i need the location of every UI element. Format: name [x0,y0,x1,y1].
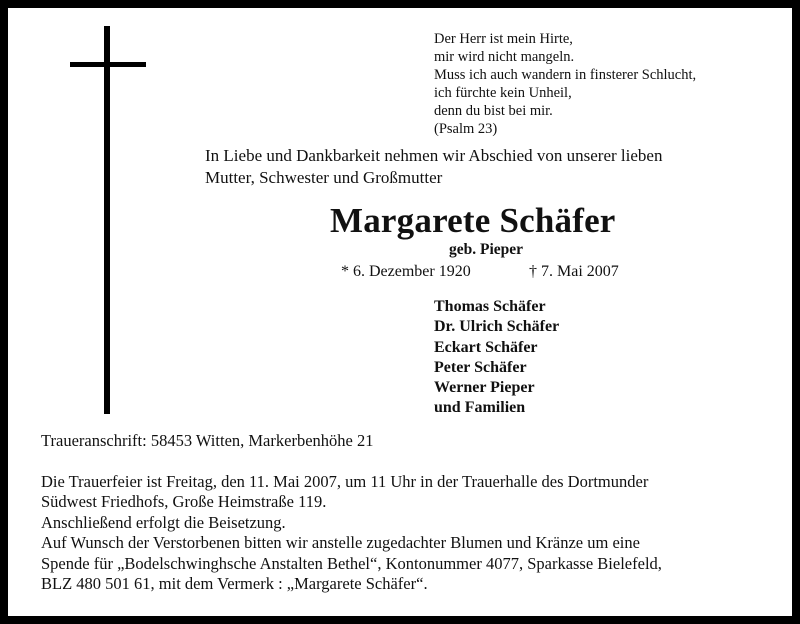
born-name: geb. Pieper [449,241,524,258]
death-date: † 7. Mai 2007 [529,263,619,280]
details-line: BLZ 480 501 61, mit dem Vermerk : „Margarete Schäfer“. [41,574,428,594]
mourners-list [434,297,559,419]
cross-vertical-bar [104,26,110,414]
psalm-line: Muss ich auch wandern in finsterer Schlucht, [434,67,697,83]
funeral-details [41,472,662,594]
mourning-address: Traueranschrift: 58453 Witten, Markerbenhöhe 21 [41,431,374,450]
details-line: Spende für „Bodelschwinghsche Anstalten Bethel“, Kontonummer 4077, Sparkasse Bielefeld, [41,553,662,573]
details-line: Südwest Friedhofs, Große Heimstraße 119. [41,492,327,512]
details-line: Anschließend erfolgt die Beisetzung. [41,512,286,532]
mourner-name: Thomas Schäfer [434,298,546,315]
details-line: Die Trauerfeier ist Freitag, den 11. Mai 2007, um 11 Uhr in der Trauerhalle des Dortmunder [41,472,649,491]
psalm-line: Der Herr ist mein Hirte, [434,31,573,47]
details-line: Auf Wunsch der Verstorbenen bitten wir anstelle zugedachter Blumen und Kränze um eine [41,533,640,553]
psalm-line: ich fürchte kein Unheil, [434,85,572,101]
intro-line: Mutter, Schwester und Großmutter [205,168,443,187]
mourner-name: und Familien [434,399,526,417]
mourner-name: Peter Schäfer [434,358,527,376]
psalm-reference: (Psalm 23) [434,121,498,137]
psalm-line: mir wird nicht mangeln. [434,49,575,65]
psalm-line: denn du bist bei mir. [434,103,553,119]
psalm-quote [434,30,696,138]
birth-date: * 6. Dezember 1920 [341,263,471,280]
intro-text [205,145,662,189]
deceased-name: Margarete Schäfer [330,201,616,240]
mourner-name: Dr. Ulrich Schäfer [434,318,560,336]
mourner-name: Werner Pieper [434,379,535,397]
cross-horizontal-bar [70,62,146,67]
mourner-name: Eckart Schäfer [434,338,538,356]
cross-icon [70,26,146,414]
intro-line: In Liebe und Dankbarkeit nehmen wir Abschied von unserer lieben [205,146,663,165]
